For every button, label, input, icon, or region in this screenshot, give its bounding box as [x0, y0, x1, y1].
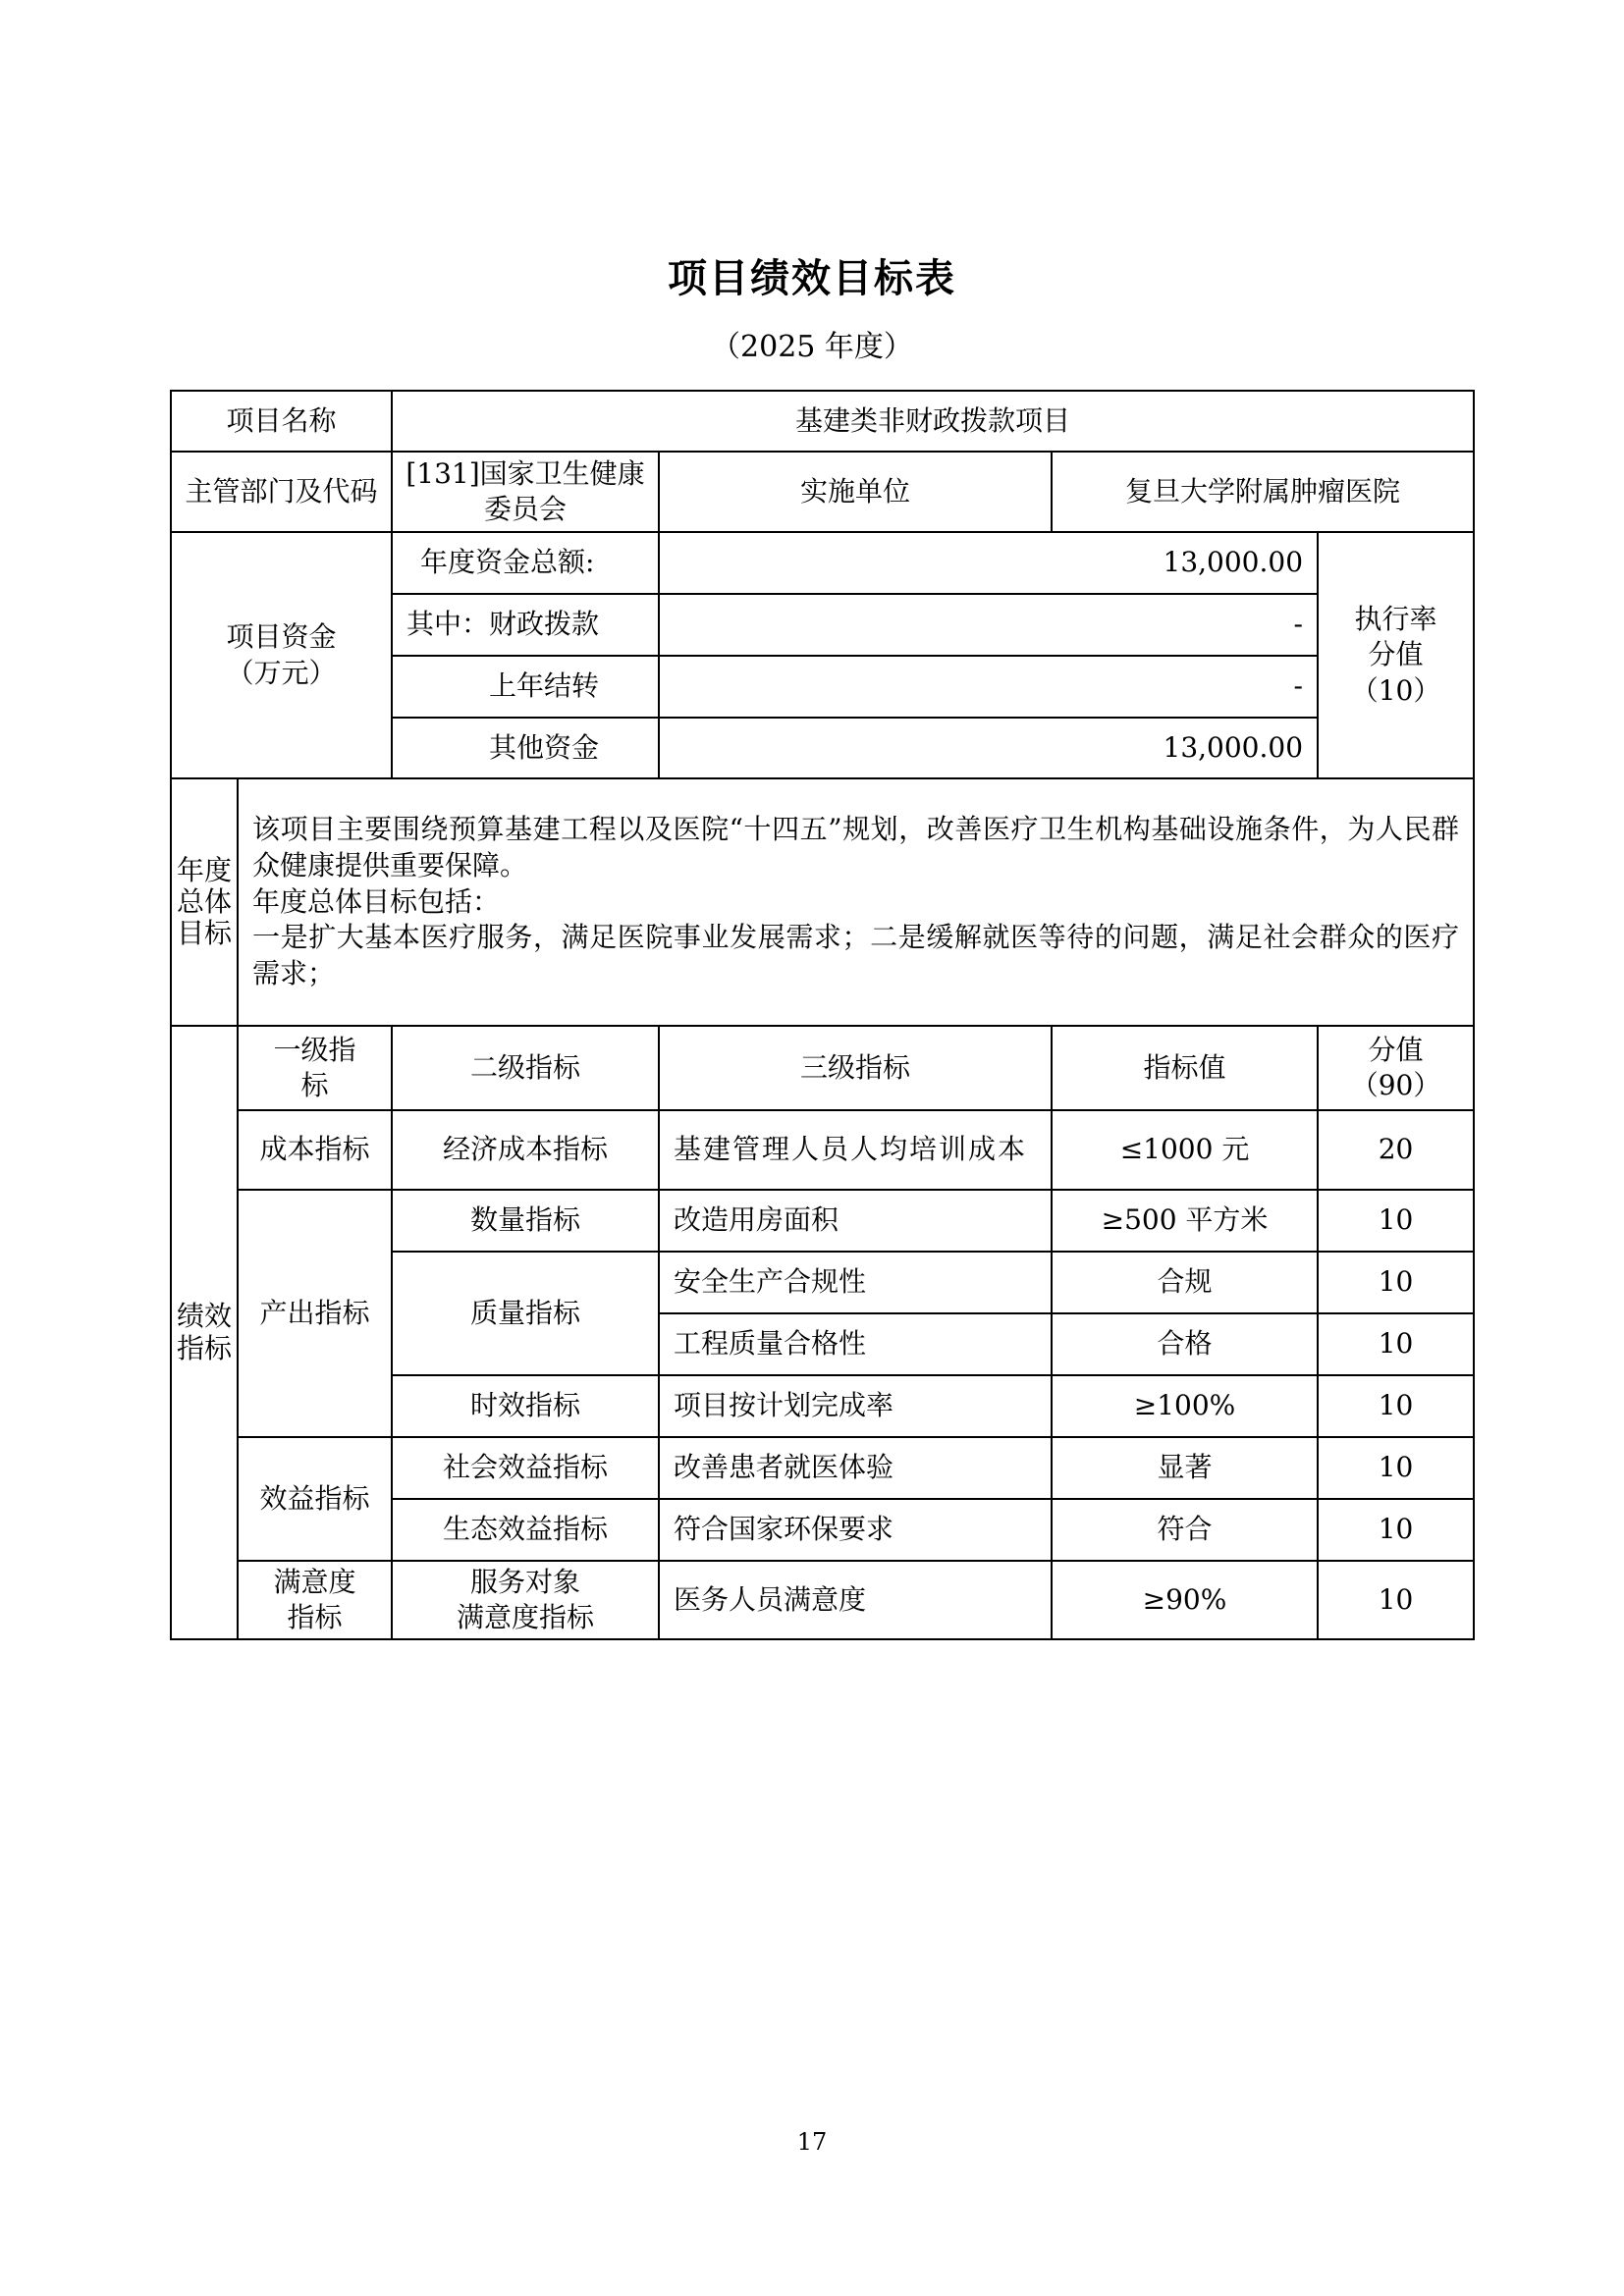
row-l2-line1: 服务对象 — [470, 1565, 581, 1598]
annual-goal-label: 年度总体目标 — [171, 778, 238, 1026]
table-row — [171, 1110, 1474, 1190]
row-value: 合规 — [1052, 1252, 1318, 1313]
row-value: ≥500 平方米 — [1052, 1190, 1318, 1252]
row-score: 20 — [1318, 1110, 1474, 1190]
exec-rate-cell — [1318, 532, 1474, 778]
funds-label: 项目资金 — [226, 620, 337, 654]
row-score: 10 — [1318, 1499, 1474, 1561]
row-value: ≤1000 元 — [1052, 1110, 1318, 1190]
goal-line-1: 该项目主要围绕预算基建工程以及医院“十四五”规划，改善医疗卫生机构基础设施条件，为人民群众健康提供重要保障。 — [252, 812, 1460, 881]
performance-target-table — [170, 390, 1475, 1640]
row-l2: 数量指标 — [392, 1190, 659, 1252]
header-value: 指标值 — [1052, 1026, 1318, 1110]
perf-header-row — [171, 1026, 1474, 1110]
header-level2: 二级指标 — [392, 1026, 659, 1110]
row-l2: 经济成本指标 — [392, 1110, 659, 1190]
level1-output: 产出指标 — [238, 1190, 392, 1437]
row-l3: 改善患者就医体验 — [659, 1437, 1052, 1499]
row-l2: 社会效益指标 — [392, 1437, 659, 1499]
project-name-value: 基建类非财政拨款项目 — [392, 391, 1474, 452]
exec-score-label: 分值 — [1368, 638, 1424, 671]
row-l2 — [392, 1561, 659, 1639]
exec-rate-label: 执行率 — [1354, 602, 1437, 635]
level1-cost: 成本指标 — [238, 1110, 392, 1190]
row-l3: 符合国家环保要求 — [659, 1499, 1052, 1561]
row-l2: 质量指标 — [392, 1252, 659, 1375]
row-score: 10 — [1318, 1375, 1474, 1437]
project-name-row — [171, 391, 1474, 452]
table-row — [171, 1190, 1474, 1252]
row-l2: 时效指标 — [392, 1375, 659, 1437]
row-l3: 改造用房面积 — [659, 1190, 1052, 1252]
row-l3: 工程质量合格性 — [659, 1313, 1052, 1375]
header-score-cell — [1318, 1026, 1474, 1110]
row-value: ≥100% — [1052, 1375, 1318, 1437]
funds-carry-value: - — [659, 656, 1318, 718]
funds-total-label: 年度资金总额: — [392, 532, 659, 594]
row-l3: 基建管理人员人均培训成本 — [659, 1110, 1052, 1190]
row-value: ≥90% — [1052, 1561, 1318, 1639]
goal-line-2: 年度总体目标包括： — [252, 884, 501, 918]
level1-satisfaction-line2: 指标 — [287, 1601, 343, 1633]
funds-fiscal-label: 其中：财政拨款 — [392, 594, 659, 656]
funds-other-label: 其他资金 — [392, 718, 659, 778]
page-number: 17 — [796, 2128, 828, 2156]
row-score: 10 — [1318, 1313, 1474, 1375]
row-score: 10 — [1318, 1252, 1474, 1313]
funds-carry-label: 上年结转 — [392, 656, 659, 718]
table-row — [171, 1437, 1474, 1499]
goal-line-3: 一是扩大基本医疗服务，满足医院事业发展需求；二是缓解就医等待的问题，满足社会群众的医疗需求； — [252, 921, 1460, 990]
funds-total-row — [171, 532, 1474, 594]
row-l3: 项目按计划完成率 — [659, 1375, 1052, 1437]
header-level3: 三级指标 — [659, 1026, 1052, 1110]
annual-goal-text — [238, 778, 1474, 1026]
perf-label: 绩效指标 — [171, 1026, 238, 1639]
impl-value: 复旦大学附属肿瘤医院 — [1052, 452, 1474, 532]
row-value: 显著 — [1052, 1437, 1318, 1499]
department-row — [171, 452, 1474, 532]
project-name-label: 项目名称 — [171, 391, 392, 452]
header-score-total: （90） — [1350, 1069, 1441, 1101]
level1-benefit: 效益指标 — [238, 1437, 392, 1561]
year-subtitle: （2025 年度） — [711, 330, 913, 364]
row-l2: 生态效益指标 — [392, 1499, 659, 1561]
row-score: 10 — [1318, 1190, 1474, 1252]
header-level1: 一级指标 — [238, 1026, 392, 1110]
funds-other-value: 13,000.00 — [659, 718, 1318, 778]
table-row — [171, 1561, 1474, 1639]
exec-score-value: （10） — [1350, 673, 1441, 707]
level1-satisfaction-line1: 满意度 — [273, 1565, 356, 1598]
row-score: 10 — [1318, 1437, 1474, 1499]
dept-label: 主管部门及代码 — [171, 452, 392, 532]
header-score: 分值 — [1368, 1033, 1424, 1066]
funds-label-cell — [171, 532, 392, 778]
row-l3: 安全生产合规性 — [659, 1252, 1052, 1313]
row-value: 符合 — [1052, 1499, 1318, 1561]
impl-label: 实施单位 — [659, 452, 1052, 532]
page-title: 项目绩效目标表 — [668, 256, 956, 301]
funds-total-value: 13,000.00 — [659, 532, 1318, 594]
row-l3: 医务人员满意度 — [659, 1561, 1052, 1639]
funds-unit: （万元） — [226, 656, 337, 689]
funds-fiscal-value: - — [659, 594, 1318, 656]
dept-value: [131]国家卫生健康委员会 — [392, 452, 659, 532]
annual-goal-row — [171, 778, 1474, 1026]
row-l2-line2: 满意度指标 — [457, 1601, 595, 1633]
row-value: 合格 — [1052, 1313, 1318, 1375]
row-score: 10 — [1318, 1561, 1474, 1639]
level1-satisfaction — [238, 1561, 392, 1639]
